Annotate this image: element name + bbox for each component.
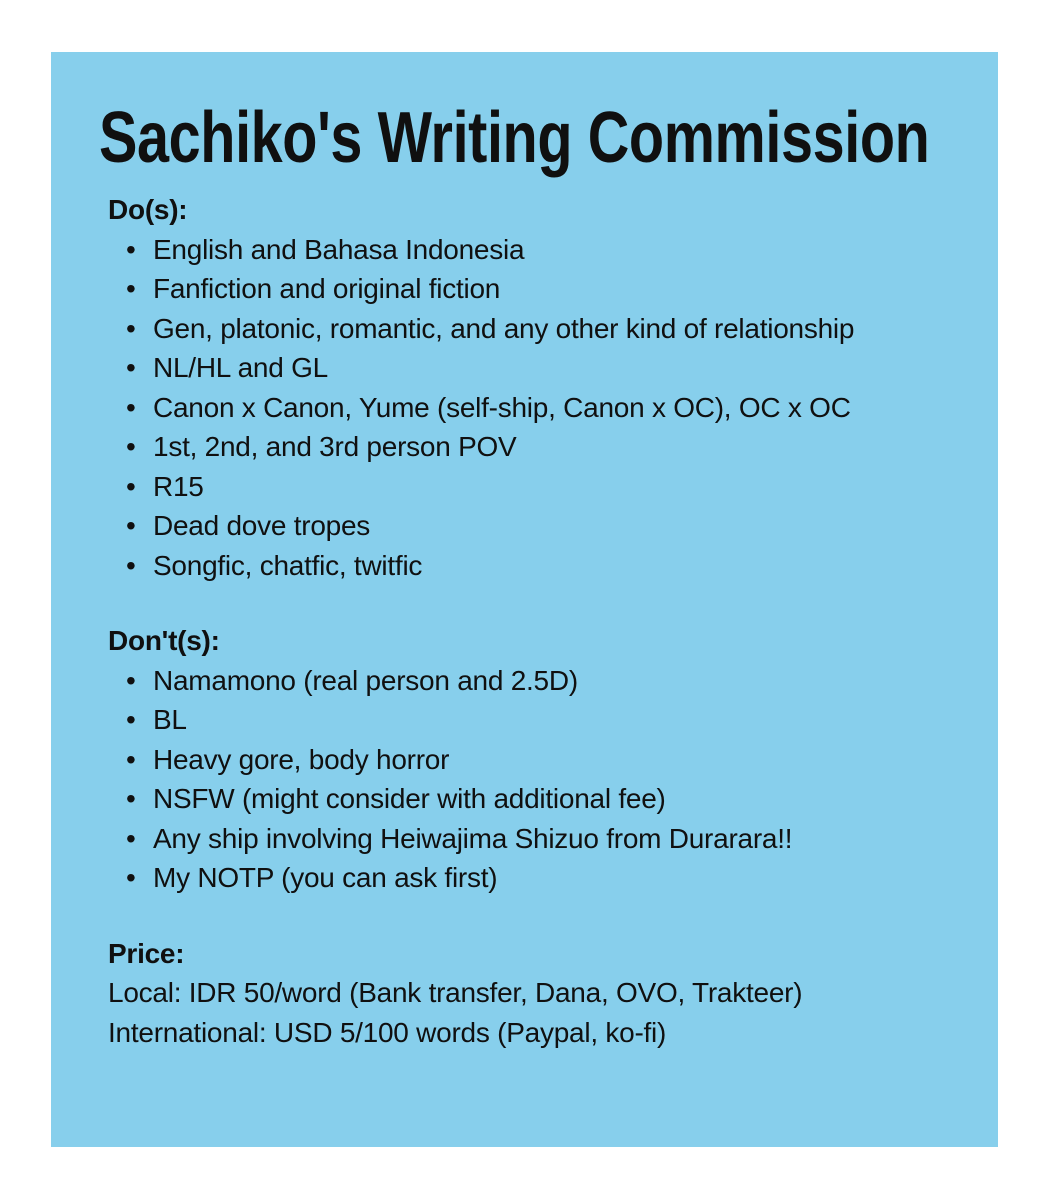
price-line-international: International: USD 5/100 words (Paypal, ko-fi) — [108, 1016, 667, 1048]
list-item — [108, 819, 950, 859]
bullet-icon: • — [126, 664, 136, 696]
list-item-text: English and Bahasa Indonesia — [153, 233, 525, 265]
bullet-icon: • — [126, 510, 136, 541]
bullet-icon: • — [126, 704, 136, 735]
list-item-text: Fanfiction and original fiction — [153, 273, 501, 304]
list-item — [108, 309, 950, 349]
list-item-text: Namamono (real person and 2.5D) — [153, 664, 578, 696]
list-item — [108, 546, 950, 586]
bullet-icon: • — [126, 470, 136, 502]
bullet-icon: • — [126, 822, 136, 854]
bullet-icon: • — [126, 862, 136, 893]
list-item-text: Gen, platonic, romantic, and any other kind of relationship — [153, 312, 855, 344]
price-section-header: Price: — [108, 937, 185, 969]
bullet-icon: • — [126, 743, 136, 775]
list-item — [108, 740, 950, 780]
list-item — [108, 700, 950, 740]
price-line-local: Local: IDR 50/word (Bank transfer, Dana, OVO, Trakteer) — [108, 977, 803, 1008]
list-item — [108, 388, 950, 428]
list-item-text: R15 — [153, 470, 204, 502]
dont-list — [99, 661, 950, 898]
dont-section-header: Don't(s): — [108, 625, 220, 656]
bullet-icon: • — [126, 391, 136, 423]
list-item-text: Any ship involving Heiwajima Shizuo from Durarara!! — [153, 822, 793, 854]
section-dont — [99, 621, 950, 898]
list-item-text: Songfic, chatfic, twitfic — [153, 549, 423, 581]
list-item-text: BL — [153, 704, 187, 735]
do-section-header: Do(s): — [108, 194, 188, 225]
bullet-icon: • — [126, 233, 136, 265]
list-item — [108, 427, 950, 467]
section-price — [99, 934, 950, 1053]
list-item — [108, 506, 950, 546]
commission-card — [51, 52, 998, 1147]
do-list — [99, 230, 950, 586]
bullet-icon: • — [126, 549, 136, 581]
list-item — [108, 779, 950, 819]
section-do — [99, 190, 950, 585]
list-item — [108, 858, 950, 898]
bullet-icon: • — [126, 783, 136, 814]
list-item-text: Dead dove tropes — [153, 510, 371, 541]
bullet-icon: • — [126, 431, 136, 462]
list-item-text: Canon x Canon, Yume (self-ship, Canon x OC), OC x OC — [153, 391, 851, 423]
list-item-text: NSFW (might consider with additional fee) — [153, 783, 666, 814]
list-item-text: 1st, 2nd, and 3rd person POV — [153, 431, 517, 462]
page-title: Sachiko's Writing Commission — [99, 98, 930, 178]
bullet-icon: • — [126, 352, 136, 383]
list-item-text: My NOTP (you can ask first) — [153, 862, 498, 893]
list-item — [108, 230, 950, 270]
list-item-text: Heavy gore, body horror — [153, 743, 450, 775]
list-item — [108, 467, 950, 507]
list-item — [108, 661, 950, 701]
bullet-icon: • — [126, 273, 136, 304]
list-item-text: NL/HL and GL — [153, 352, 328, 383]
list-item — [108, 348, 950, 388]
list-item — [108, 269, 950, 309]
bullet-icon: • — [126, 312, 136, 344]
